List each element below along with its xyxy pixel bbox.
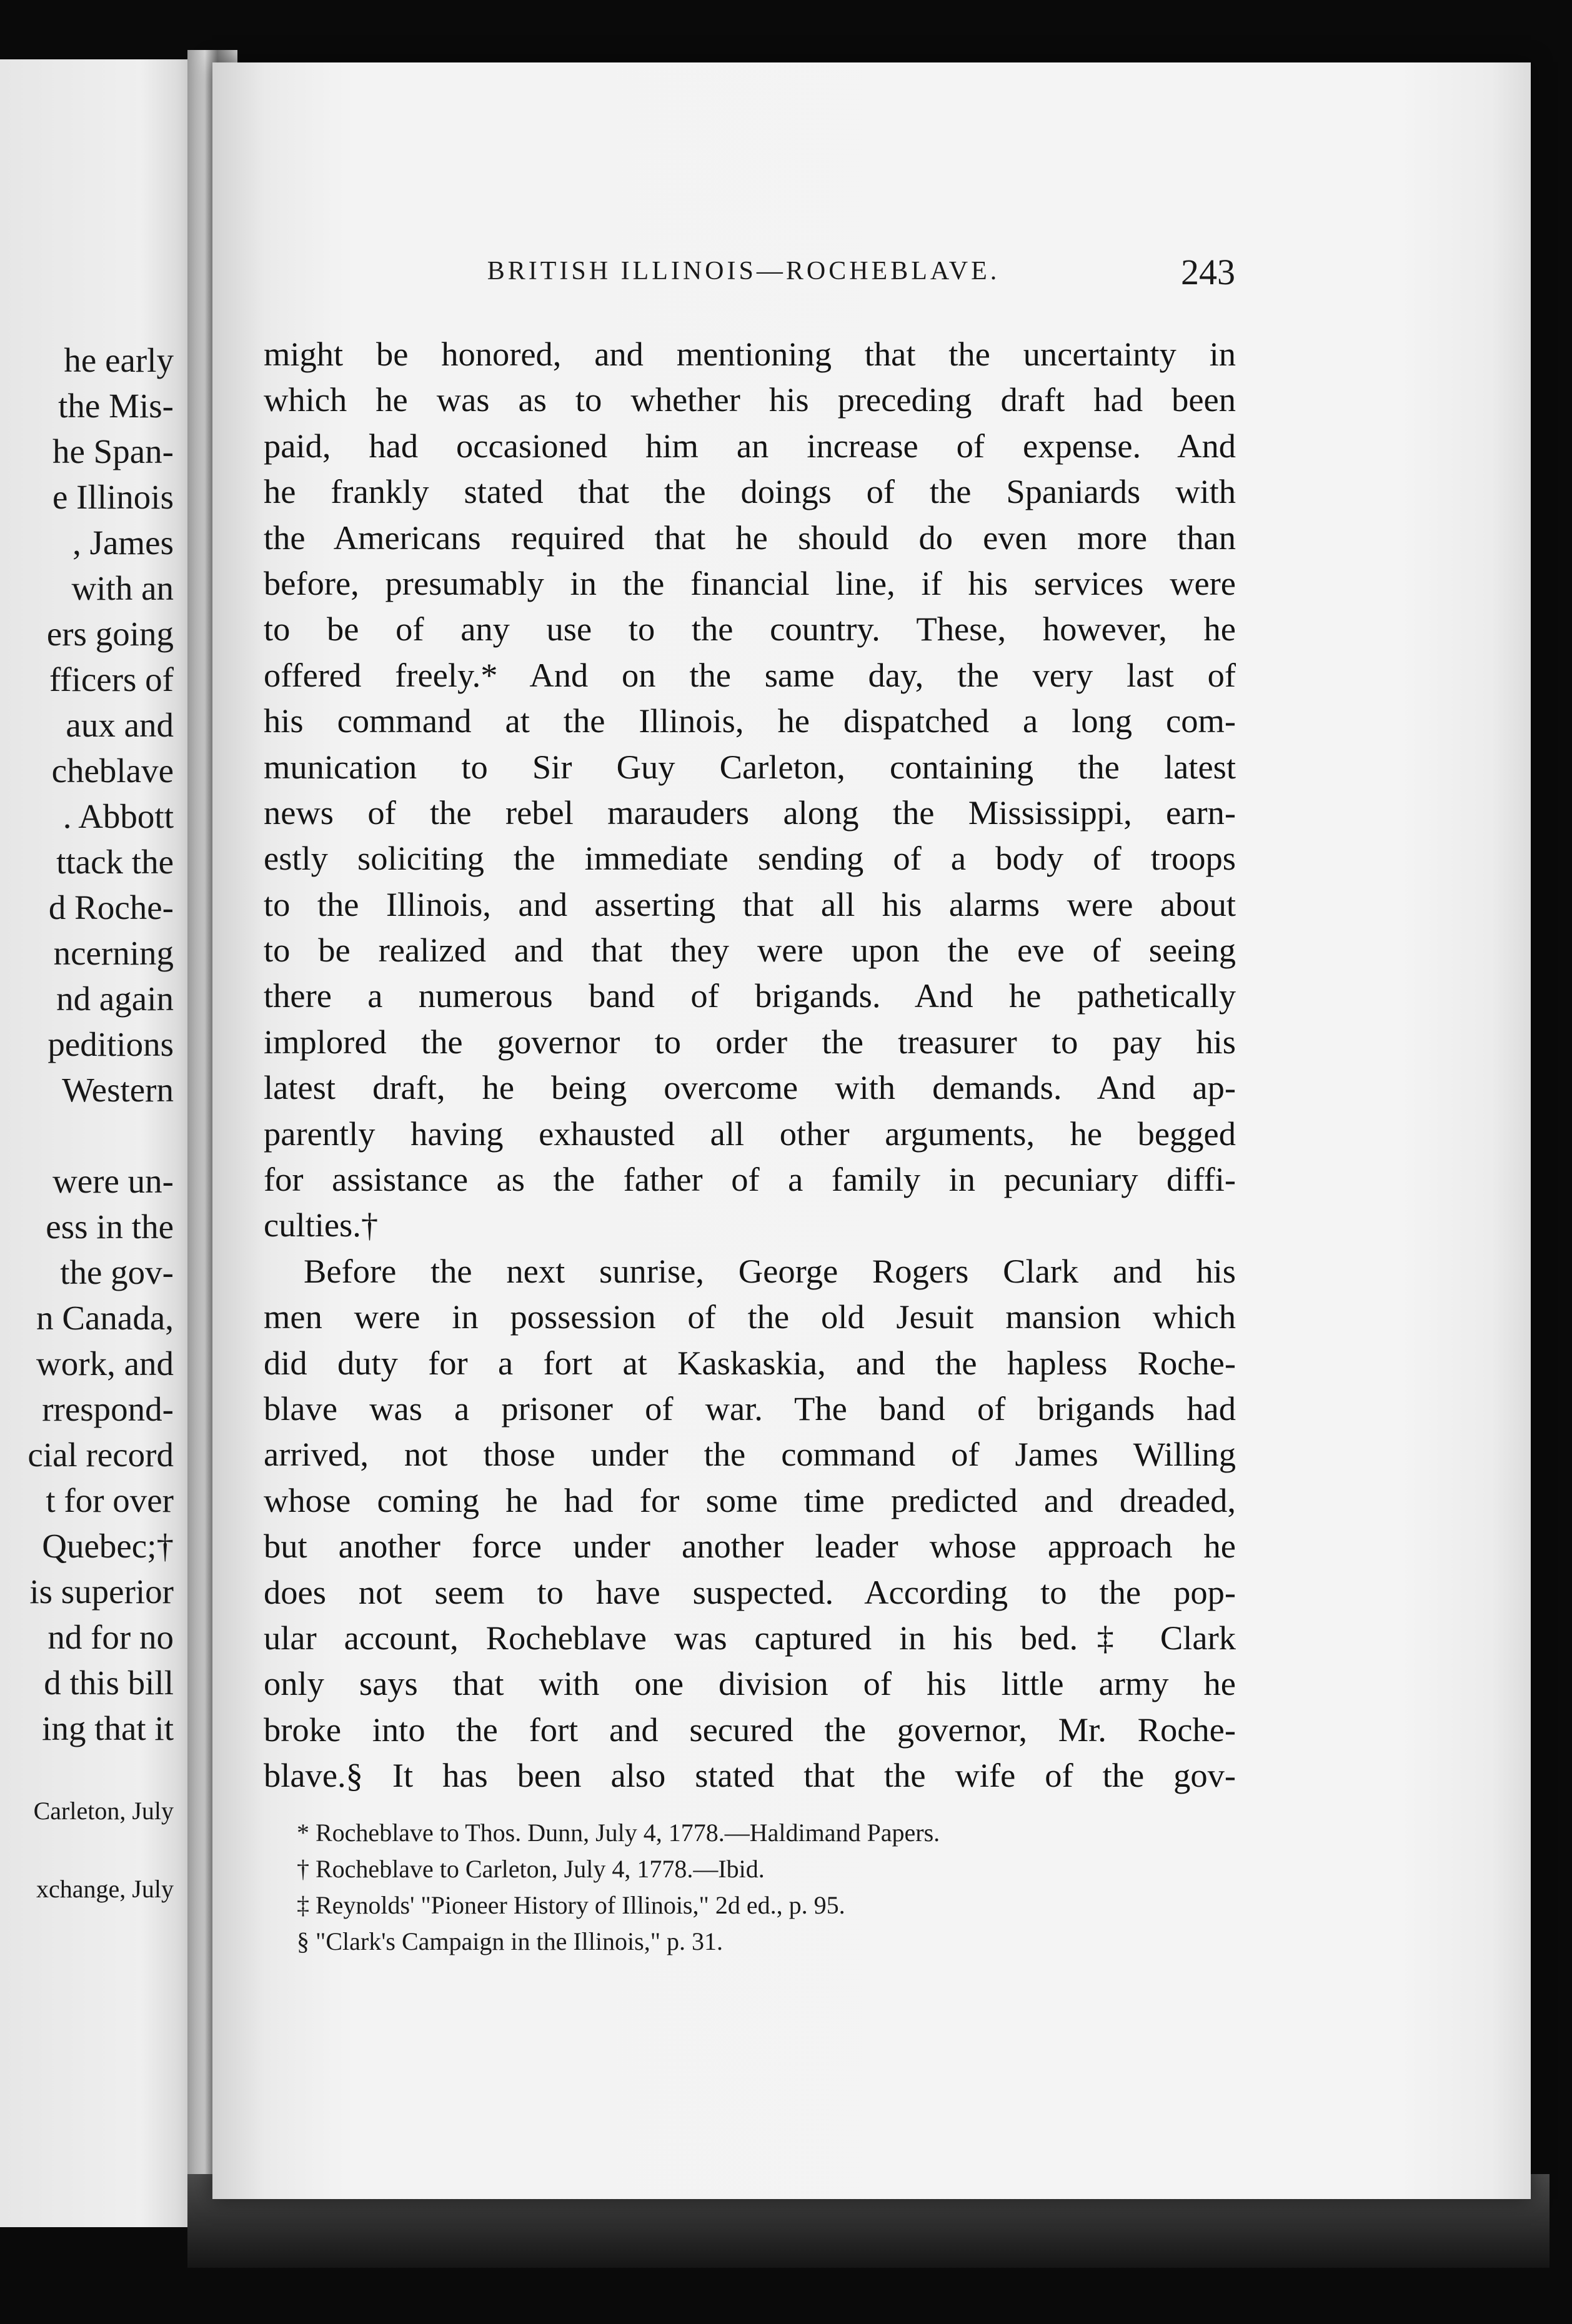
left-page-line: . Abbott (62, 797, 174, 835)
left-page-line: work, and (36, 1344, 174, 1383)
text-line: latest draft, he being overcome with demands. And ap- (264, 1068, 1236, 1107)
left-page-footnote: Carleton, July (33, 1797, 174, 1825)
text-line: there a numerous band of brigands. And he pathetically (264, 976, 1236, 1015)
left-page-line: peditions (47, 1025, 174, 1063)
footnote: ‡ Reynolds' "Pioneer History of Illinois," 2d ed., p. 95. (297, 1891, 845, 1919)
text-line: for assistance as the father of a family in pecuniary diffi- (264, 1160, 1236, 1199)
left-page-line: Quebec;† (42, 1527, 174, 1565)
text-line: to be realized and that they were upon the eve of seeing (264, 931, 1236, 970)
left-page-line: nd again (56, 980, 174, 1018)
text-line: offered freely.* And on the same day, the very last of (264, 655, 1236, 694)
text-line: blave.§ It has been also stated that the wife of the gov- (264, 1756, 1236, 1795)
text-line: he frankly stated that the doings of the Spaniards with (264, 472, 1236, 511)
left-page-line: with an (71, 569, 174, 607)
left-page-line: , James (72, 524, 174, 562)
text-line: to be of any use to the country. These, however, he (264, 610, 1236, 648)
left-page-line: ttack the (56, 843, 174, 881)
left-page-footnote: xchange, July (36, 1875, 174, 1903)
footnote: † Rocheblave to Carleton, July 4, 1778.—Ibid. (297, 1855, 765, 1883)
left-facing-page (0, 59, 201, 2227)
text-line: before, presumably in the financial line, if his services were (264, 564, 1236, 602)
left-page-line: d Roche- (48, 888, 174, 926)
left-page-line: n Canada, (36, 1299, 174, 1337)
left-page-line: ncerning (53, 934, 174, 972)
text-line: implored the governor to order the treasurer to pay his (264, 1022, 1236, 1061)
left-page-line: he Span- (52, 432, 174, 470)
left-page-line: d this bill (44, 1664, 174, 1702)
left-page-line: t for over (46, 1481, 174, 1519)
text-line: his command at the Illinois, he dispatched a long com- (264, 702, 1236, 740)
text-line: might be honored, and mentioning that the uncertainty in (264, 335, 1236, 373)
text-line: does not seem to have suspected. According to the pop- (264, 1572, 1236, 1611)
left-page-line: he early (64, 341, 174, 379)
left-page-line: ing that it (42, 1709, 174, 1747)
text-line: whose coming he had for some time predicted and dreaded, (264, 1481, 1236, 1519)
left-page-line: cial record (27, 1436, 174, 1474)
text-line: estly soliciting the immediate sending of a body of troops (264, 839, 1236, 878)
text-line: men were in possession of the old Jesuit mansion which (264, 1298, 1236, 1336)
footnotes (297, 1815, 1234, 1960)
left-page-line: rrespond- (42, 1390, 174, 1428)
body-text (264, 331, 1236, 1799)
left-page-line: the Mis- (58, 387, 174, 425)
running-head: BRITISH ILLINOIS—ROCHEBLAVE. (487, 257, 1000, 286)
text-line: parently having exhausted all other arguments, he begged (264, 1114, 1236, 1153)
text-line: broke into the fort and secured the governor, Mr. Roche- (264, 1710, 1236, 1749)
left-page-line: e Illinois (52, 478, 174, 516)
left-page-line: is superior (29, 1572, 174, 1611)
text-line: news of the rebel marauders along the Mississippi, earn- (264, 793, 1236, 832)
text-line: culties.† (264, 1206, 379, 1244)
text-line: only says that with one division of his little army he (264, 1664, 1236, 1703)
text-line: did duty for a fort at Kaskaskia, and the hapless Roche- (264, 1343, 1236, 1382)
left-page-line: aux and (66, 706, 174, 744)
text-line: paid, had occasioned him an increase of expense. And (264, 426, 1236, 465)
footnote: * Rocheblave to Thos. Dunn, July 4, 1778.—Haldimand Papers. (297, 1819, 940, 1847)
text-line: ular account, Rocheblave was captured in his bed.‡ Clark (264, 1618, 1236, 1657)
left-page-line: fficers of (49, 660, 174, 698)
left-page-line: ess in the (46, 1208, 174, 1246)
left-page-line: ers going (46, 615, 174, 653)
left-page-line: cheblave (51, 752, 174, 790)
text-line: arrived, not those under the command of James Willing (264, 1435, 1236, 1474)
text-line: blave was a prisoner of war. The band of brigands had (264, 1389, 1236, 1428)
text-line: the Americans required that he should do even more than (264, 518, 1236, 557)
text-line: but another force under another leader whose approach he (264, 1527, 1236, 1566)
footnote: § "Clark's Campaign in the Illinois," p. 31. (297, 1927, 724, 1955)
text-line: to the Illinois, and asserting that all his alarms were about (264, 885, 1236, 923)
text-line: which he was as to whether his preceding draft had been (264, 380, 1236, 419)
text-line: munication to Sir Guy Carleton, containing the latest (264, 747, 1236, 786)
left-page-line: nd for no (47, 1618, 174, 1656)
left-page-line: the gov- (60, 1253, 174, 1291)
left-page-line: were un- (52, 1162, 174, 1200)
text-line: Before the next sunrise, George Rogers Clark and his (304, 1251, 1236, 1290)
page-number: 243 (1181, 252, 1235, 292)
left-page-line: Western (62, 1071, 174, 1109)
